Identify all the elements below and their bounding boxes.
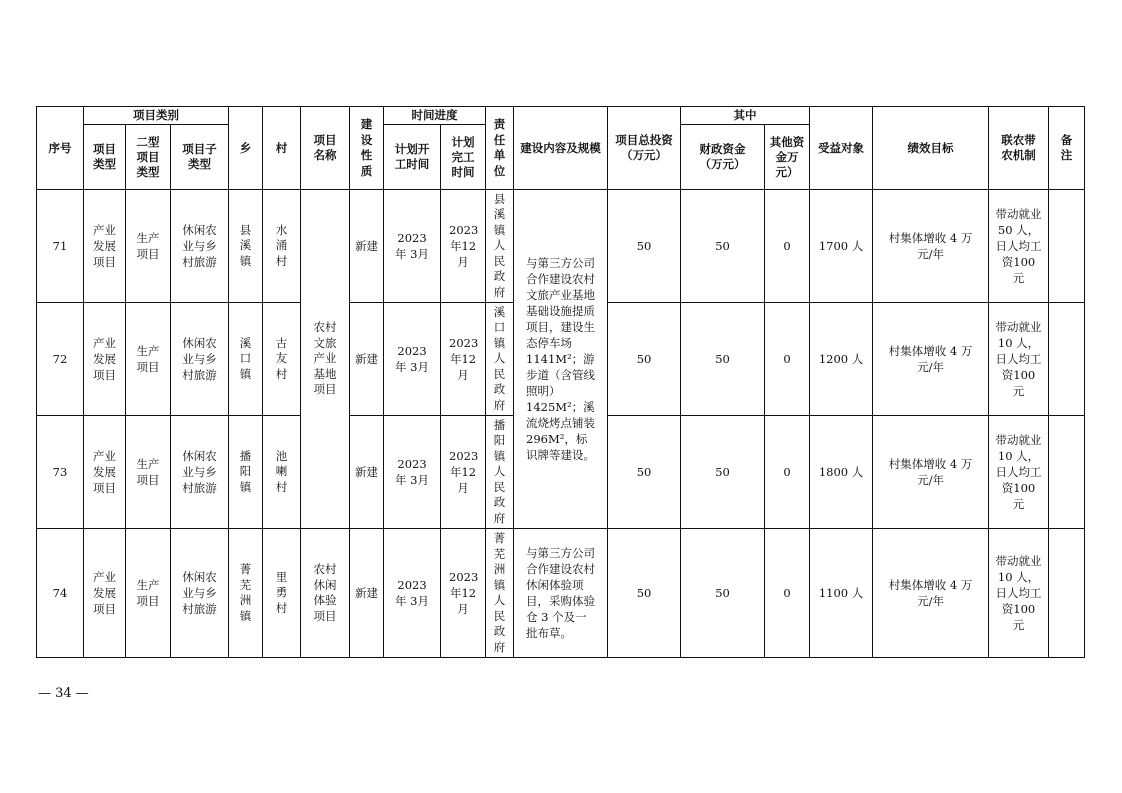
cell-seq: 71 [37,190,84,303]
cell-plan-end: 2023 年12 月 [441,190,486,303]
header-subtype: 项目子类型 [171,125,229,190]
cell-goal: 村集体增收 4 万元/年 [873,529,989,658]
cell-remarks [1049,303,1085,416]
cell-mechanism: 带动就业10 人，日人均工资100 元 [989,416,1049,529]
cell-type2: 生产项目 [126,529,171,658]
cell-remarks [1049,416,1085,529]
cell-village: 水涌村 [263,190,301,303]
cell-plan-end: 2023 年12 月 [441,529,486,658]
cell-other-funds: 0 [765,190,810,303]
header-fiscal: 财政资金（万元） [681,125,765,190]
cell-project-type: 产业发展项目 [84,303,126,416]
cell-beneficiary: 1800 人 [810,416,873,529]
cell-total-invest: 50 [608,303,681,416]
header-other-funds: 其他资金万元） [765,125,810,190]
cell-plan-start: 2023 年 3月 [384,303,441,416]
cell-village: 里勇村 [263,529,301,658]
cell-project-name-merged: 农村文旅产业基地项目 [301,190,350,529]
cell-beneficiary: 1700 人 [810,190,873,303]
cell-beneficiary: 1100 人 [810,529,873,658]
cell-type2: 生产项目 [126,190,171,303]
cell-type2: 生产项目 [126,416,171,529]
header-goal: 绩效目标 [873,107,989,190]
cell-fiscal: 50 [681,190,765,303]
header-village: 村 [263,107,301,190]
cell-goal: 村集体增收 4 万元/年 [873,416,989,529]
cell-project-name: 农村休闲体验项目 [301,529,350,658]
cell-seq: 73 [37,416,84,529]
cell-other-funds: 0 [765,529,810,658]
header-project-name: 项目名称 [301,107,350,190]
header-project-type: 项目类型 [84,125,126,190]
header-plan-end: 计划完工时间 [441,125,486,190]
cell-fiscal: 50 [681,416,765,529]
table-row [37,529,1085,658]
cell-content: 与第三方公司合作建设农村休闲体验项目，采购体验仓 3 个及一批布草。 [514,529,608,658]
cell-fiscal: 50 [681,529,765,658]
cell-responsible: 县溪镇人民政府 [486,190,514,303]
cell-mechanism: 带动就业10 人，日人均工资100 元 [989,303,1049,416]
cell-other-funds: 0 [765,416,810,529]
cell-project-type: 产业发展项目 [84,190,126,303]
cell-total-invest: 50 [608,190,681,303]
cell-township: 菁芜洲镇 [229,529,263,658]
cell-village: 古友村 [263,303,301,416]
cell-beneficiary: 1200 人 [810,303,873,416]
cell-responsible: 溪口镇人民政府 [486,303,514,416]
header-total-invest: 项目总投资（万元） [608,107,681,190]
cell-seq: 74 [37,529,84,658]
cell-seq: 72 [37,303,84,416]
header-category-group: 项目类别 [84,107,229,125]
header-plan-start: 计划开工时间 [384,125,441,190]
cell-mechanism: 带动就业10 人，日人均工资100 元 [989,529,1049,658]
cell-subtype: 休闲农业与乡村旅游 [171,190,229,303]
cell-subtype: 休闲农业与乡村旅游 [171,303,229,416]
cell-plan-start: 2023 年 3月 [384,190,441,303]
header-mechanism: 联农带农机制 [989,107,1049,190]
cell-fiscal: 50 [681,303,765,416]
header-responsible: 责任单位 [486,107,514,190]
cell-total-invest: 50 [608,529,681,658]
cell-goal: 村集体增收 4 万元/年 [873,303,989,416]
cell-remarks [1049,529,1085,658]
cell-plan-start: 2023 年 3月 [384,529,441,658]
cell-other-funds: 0 [765,303,810,416]
cell-mechanism: 带动就业50 人，日人均工资100 元 [989,190,1049,303]
header-content: 建设内容及规模 [514,107,608,190]
cell-subtype: 休闲农业与乡村旅游 [171,416,229,529]
page-number: — 34 — [38,686,89,701]
cell-remarks [1049,190,1085,303]
header-township: 乡 [229,107,263,190]
cell-responsible: 播阳镇人民政府 [486,416,514,529]
cell-nature: 新建 [350,416,384,529]
cell-township: 播阳镇 [229,416,263,529]
cell-nature: 新建 [350,190,384,303]
cell-content-merged: 与第三方公司合作建设农村文旅产业基地基础设施提质项目，建设生态停车场 1141M²；游步道（含管线照明）1425M²；溪流烧烤点铺装 296M²，标识牌等建设。 [514,190,608,529]
cell-nature: 新建 [350,529,384,658]
cell-total-invest: 50 [608,416,681,529]
cell-project-type: 产业发展项目 [84,529,126,658]
header-schedule-group: 时间进度 [384,107,486,125]
header-row-1 [37,107,1085,125]
cell-nature: 新建 [350,303,384,416]
cell-type2: 生产项目 [126,303,171,416]
cell-plan-end: 2023 年12 月 [441,416,486,529]
header-nature: 建设性质 [350,107,384,190]
cell-village: 池喇村 [263,416,301,529]
header-seq: 序号 [37,107,84,190]
cell-plan-start: 2023 年 3月 [384,416,441,529]
header-type2: 二型项目类型 [126,125,171,190]
cell-project-type: 产业发展项目 [84,416,126,529]
cell-subtype: 休闲农业与乡村旅游 [171,529,229,658]
project-table [36,106,1085,658]
cell-responsible: 菁芜洲镇人民政府 [486,529,514,658]
cell-township: 溪口镇 [229,303,263,416]
cell-goal: 村集体增收 4 万元/年 [873,190,989,303]
header-beneficiary: 受益对象 [810,107,873,190]
table-row [37,190,1085,303]
header-remarks: 备注 [1049,107,1085,190]
cell-township: 县溪镇 [229,190,263,303]
cell-plan-end: 2023 年12 月 [441,303,486,416]
header-among-group: 其中 [681,107,810,125]
